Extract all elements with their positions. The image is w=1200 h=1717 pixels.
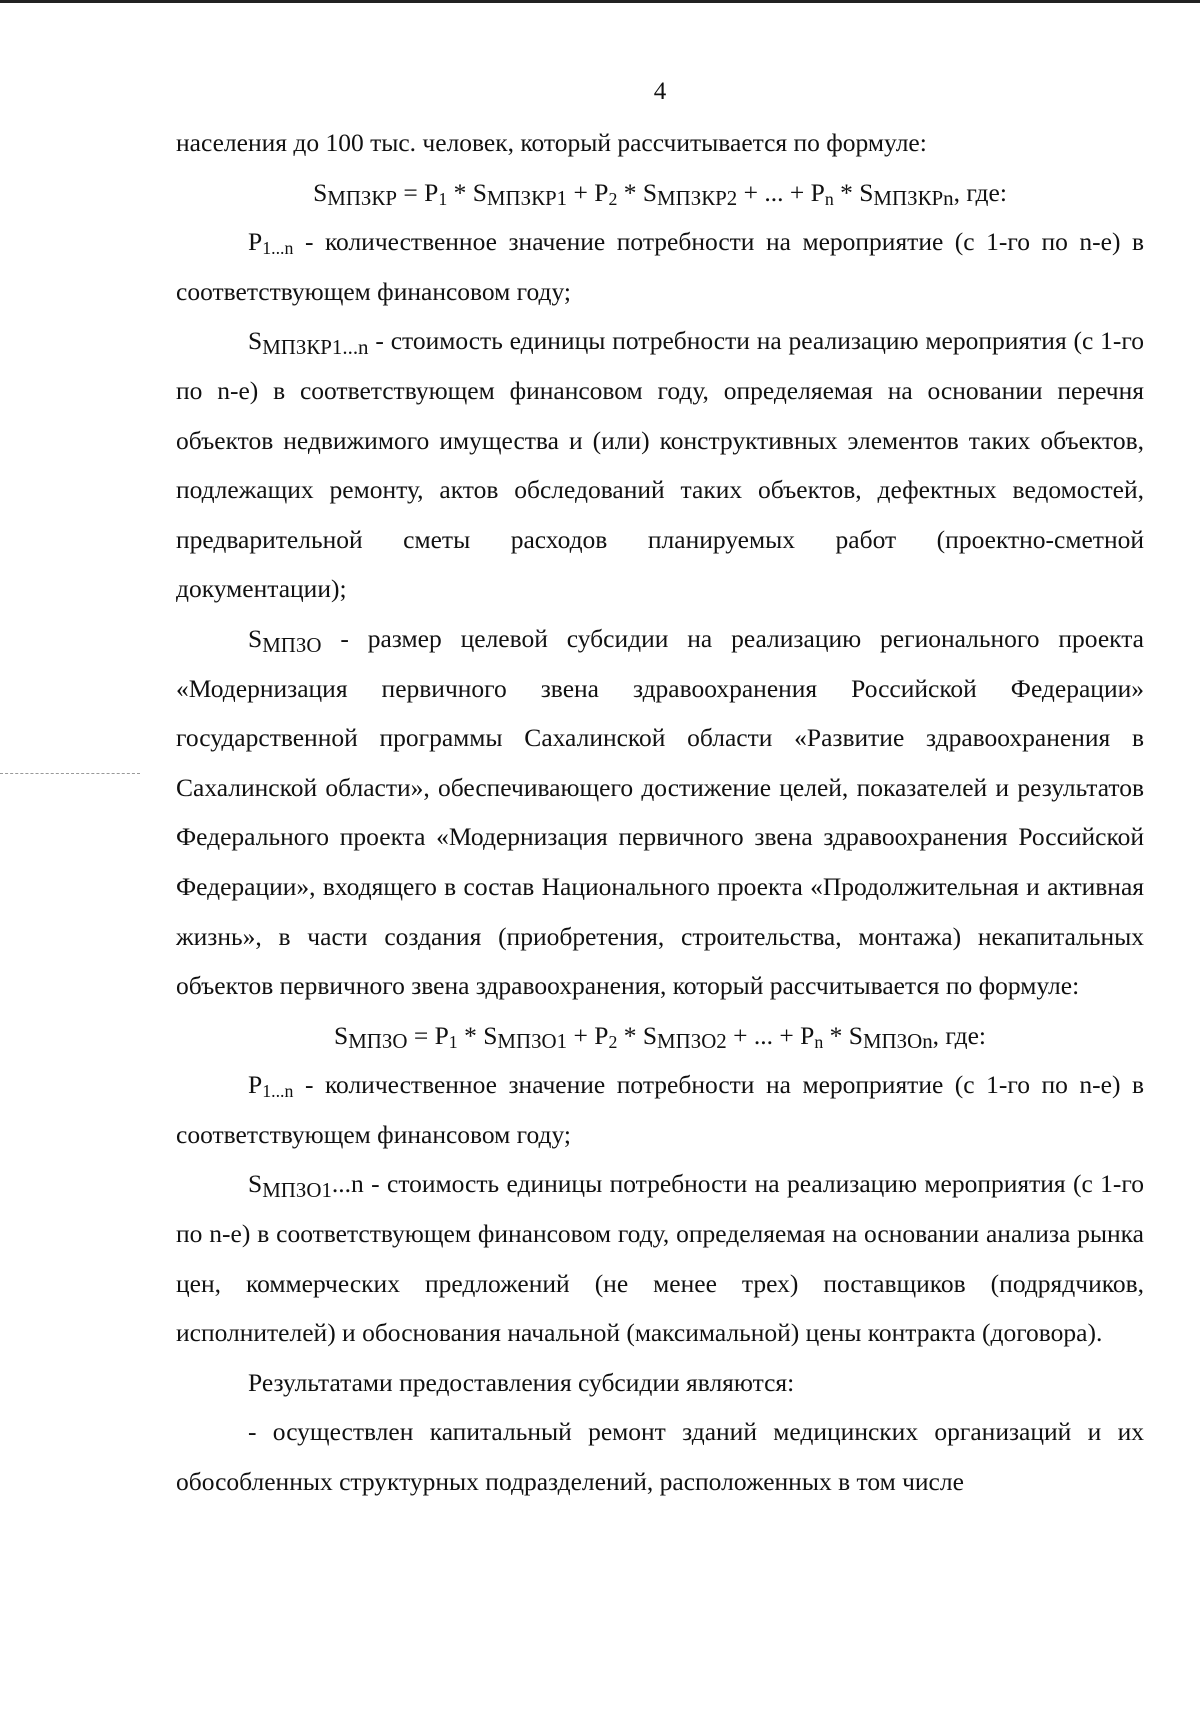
intro-line: населения до 100 тыс. человек, который рассчитывается по формуле: [176,128,927,157]
definition-p-second: $P_{1...n}$ - количественное значение потребности на мероприятие (с 1-го по n-е) в соответствующем финансовом году; [176,1070,1144,1149]
page-number: 4 [653,78,667,105]
definition-s-mpzo-unit: $S_{МПЗО1}...n$ - стоимость единицы потребности на реализацию мероприятия (с 1-го по n-е) в соответствующем финансовом году, определяемая на основании анализа рынка цен, коммерческих предложений (не менее трех) поставщиков (подрядчиков, исполнителей) и обоснования начальной (максимальной) цены контракта (договора). [176,1169,1144,1348]
body-text [176,118,1144,1507]
margin-mark [0,773,140,775]
definition-p-first: $P_{1...n}$ - количественное значение потребности на мероприятие (с 1-го по n-е) в соответствующем финансовом году; [176,227,1144,306]
definition-s-mpzo: $S_{МПЗО}$ - размер целевой субсидии на реализацию регионального проекта «Модернизация первичного звена здравоохранения Российской Федерации» государственной программы Сахалинской области «Развитие здравоохранения в Сахалинской области», обеспечивающего достижение целей, показателей и результатов Федерального проекта «Модернизация первичного звена здравоохранения Российской Федерации», входящего в состав Национального проекта «Продолжительная и активная жизнь», в части создания (приобретения, строительства, монтажа) некапитальных объектов первичного звена здравоохранения, который рассчитывается по формуле: [176,623,1144,1001]
definition-s-mpzkr: $S_{МПЗКР1...n}$ - стоимость единицы потребности на реализацию мероприятия (с 1-го по n-е) в соответствующем финансовом году, определяемая на основании перечня объектов недвижимого имущества и (или) конструктивных элементов таких объектов, подлежащих ремонту, актов обследований таких объектов, дефектных ведомостей, предварительной сметы расходов планируемых работ (проектно-сметной документации); [176,326,1144,604]
top-border-line [0,0,1200,3]
results-heading: Результатами предоставления субсидии являются: [248,1367,795,1397]
result-item: - осуществлен капитальный ремонт зданий медицинских организаций и их обособленных структурных подразделений, расположенных в том числе [176,1417,1144,1497]
formula-smpzkr: $S_{МПЗКР} = P_1 * S_{МПЗКР1} + P_2 * S_{МПЗКР2}$ + ... + $P_n * S_{МПЗКРn}$, где: [313,177,1007,211]
formula-smpzo: $S_{МПЗО} = P_1 * S_{МПЗО1} + P_2 * S_{МПЗО2}$ + ... + $P_n * S_{МПЗОn}$, где: [334,1020,986,1054]
